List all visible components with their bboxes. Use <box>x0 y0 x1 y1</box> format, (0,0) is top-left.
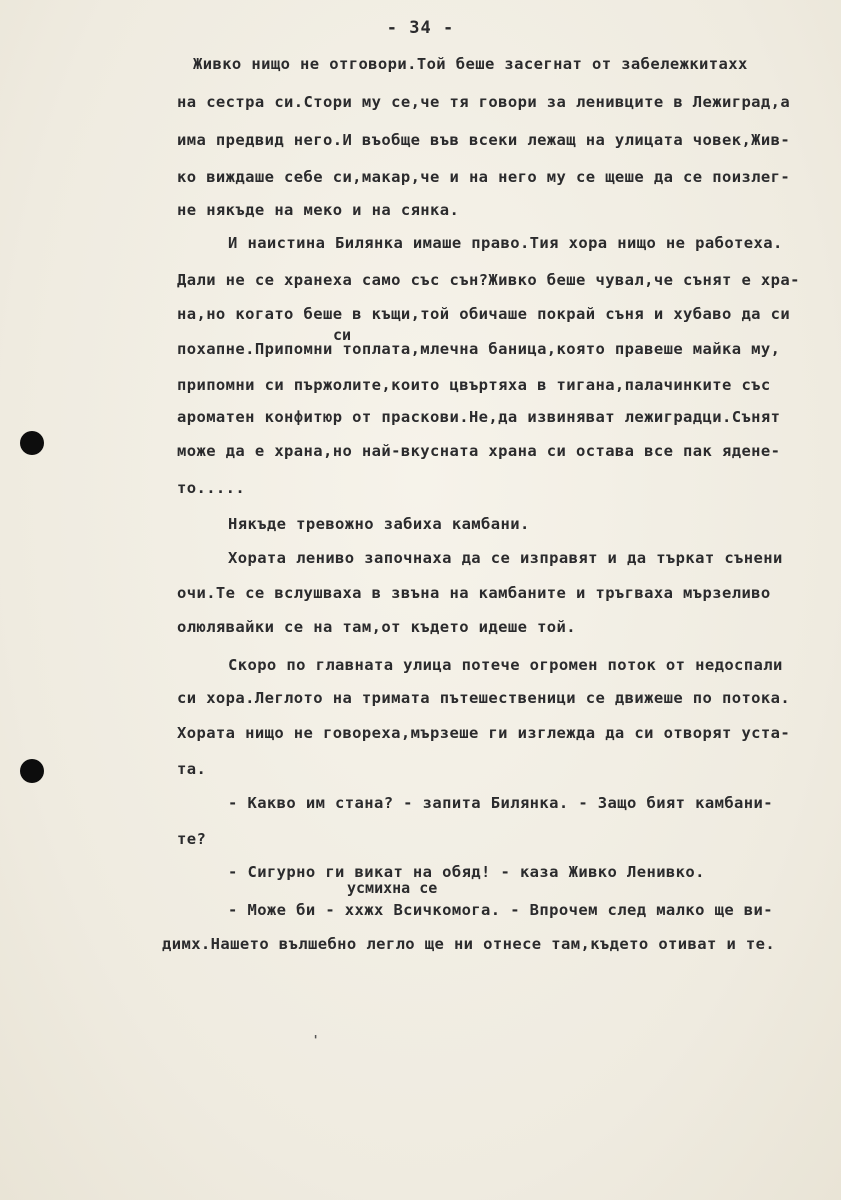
page-number: - 34 - <box>386 18 455 38</box>
text-line: си хора.Леглото на тримата пътешественици се движеше по потока. <box>177 689 791 707</box>
text-line: има предвид него.И въобще във всеки лежащ на улицата човек,Жив- <box>177 131 791 149</box>
text-line: - Сигурно ги викат на обяд! - каза Живко Ленивко. <box>228 863 705 881</box>
text-line: димх.Нашето вълшебно легло ще ни отнесе там,където отиват и те. <box>162 935 776 953</box>
text-line: Скоро по главната улица потече огромен поток от недоспали <box>228 656 783 674</box>
text-line: очи.Те се вслушваха в звъна на камбаните и тръгваха мързеливо <box>177 584 771 602</box>
ink-speck: ' <box>312 1033 320 1047</box>
text-line: Дали не се хранеха само със сън?Живко беше чувал,че сънят е хра- <box>177 271 800 289</box>
text-line: похапне.Припомни топлата,млечна баница,която правеше майка му, <box>177 340 781 358</box>
text-line: на сестра си.Стори му се,че тя говори за ленивците в Лежиград,а <box>177 93 791 111</box>
text-line: - Може би - ххжх Всичкомога. - Впрочем след малко ще ви- <box>228 901 773 919</box>
text-line: припомни си пържолите,които цвъртяха в тигана,палачинките със <box>177 376 771 394</box>
text-line: олюлявайки се на там,от където идеше той. <box>177 618 577 636</box>
text-line: Някъде тревожно забиха камбани. <box>228 515 530 533</box>
text-line: ароматен конфитюр от праскови.Не,да извиняват лежиградци.Сънят <box>177 408 781 426</box>
handwritten-insert: усмихна се <box>347 879 438 897</box>
text-line: не някъде на меко и на сянка. <box>177 201 460 219</box>
text-line: - Какво им стана? - запита Билянка. - Защо бият камбани- <box>228 794 773 812</box>
text-line: И наистина Билянка имаше право.Тия хора нищо не работеха. <box>228 234 783 252</box>
text-line: то..... <box>177 479 246 497</box>
punch-hole-bottom <box>20 759 44 783</box>
text-line: на,но когато беше в къщи,той обичаше покрай съня и хубаво да си <box>177 305 791 323</box>
text-line: Хората лениво започнаха да се изправят и да търкат сънени <box>228 549 783 567</box>
text-line: Живко нищо не отговори.Той беше засегнат от забележкитахх <box>193 55 748 73</box>
text-line: може да е храна,но най-вкусната храна си остава все пак ядене- <box>177 442 781 460</box>
handwritten-insert: си <box>333 326 352 344</box>
text-line: та. <box>177 760 207 778</box>
punch-hole-top <box>20 431 44 455</box>
text-line: ко виждаше себе си,макар,че и на него му се щеше да се поизлег- <box>177 168 791 186</box>
text-line: те? <box>177 830 207 848</box>
text-line: Хората нищо не говореха,мързеше ги изглежда да си отворят уста- <box>177 724 791 742</box>
